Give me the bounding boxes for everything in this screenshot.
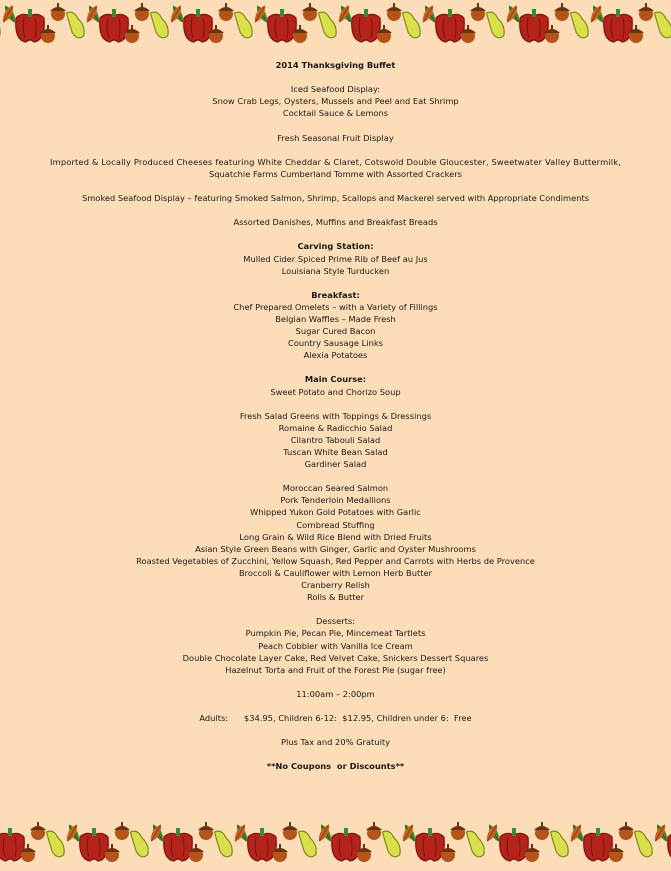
desserts-heading: Desserts: [315,616,356,627]
pepper-icon [520,9,549,42]
tax-gratuity-line: Plus Tax and 20% Gratuity [280,737,391,748]
squash-icon [128,828,151,859]
list-item: Roasted Vegetables of Zucchini, Yellow Squash, Red Pepper and Carrots with Herbs de Provence [136,555,535,566]
list-item: Cilantro Tabouli Salad [290,434,381,445]
acorn-icon [450,822,466,840]
cheese-line-1: Imported & Locally Produced Cheeses featuring White Cheddar & Claret, Cotswold Double Gloucester, Sweetwater Valley Buttermilk, [50,156,621,167]
squash-icon [296,828,319,859]
acorn-icon [366,822,382,840]
top-decorative-border [0,0,671,52]
list-item: Snow Crab Legs, Oysters, Mussels and Peel and Eat Shrimp [212,96,459,107]
acorn-icon [30,822,46,840]
pepper-icon [604,9,633,42]
fruit-display: Fresh Seasonal Fruit Display [277,132,394,143]
acorn-icon [554,3,570,21]
squash-icon [380,828,403,859]
hours-line: 11:00am – 2:00pm [296,688,375,699]
list-item: Gardiner Salad [304,459,367,470]
prices-line: Adults: $34.95, Children 6-12: $12.95, Children under 6: Free [199,713,472,724]
pepper-icon [352,9,381,42]
list-item: Sugar Cured Bacon [295,326,376,337]
squash-icon [44,828,67,859]
acorn-icon [218,3,234,21]
danishes-line: Assorted Danishes, Muffins and Breakfast Breads [233,217,438,228]
no-coupons-notice: **No Coupons or Discounts** [266,761,405,772]
list-item: Fresh Salad Greens with Toppings & Dressings [239,410,432,421]
squash-icon [652,9,671,40]
seafood-heading: Iced Seafood Display: [290,84,381,95]
pepper-icon [164,828,193,861]
list-item: Belgian Waffles – Made Fresh [275,313,396,324]
buffet-menu [0,59,671,773]
list-item: Louisiana Style Turducken [281,265,390,276]
squash-icon [148,9,171,40]
list-item: Long Grain & Wild Rice Blend with Dried Fruits [239,531,432,542]
squash-icon [316,9,339,40]
soup-line: Sweet Potato and Chorizo Soup [270,386,401,397]
list-item: Alexia Potatoes [303,350,368,361]
list-item: Peach Cobbler with Vanilla Ice Cream [258,640,413,651]
menu-title: 2014 Thanksgiving Buffet [275,60,396,70]
acorn-icon [114,822,130,840]
list-item: Broccoli & Cauliflower with Lemon Herb Butter [238,567,433,578]
pepper-icon [416,828,445,861]
acorn-icon [638,3,654,21]
acorn-icon [282,822,298,840]
list-item: Whipped Yukon Gold Potatoes with Garlic [250,507,421,518]
acorn-icon [386,3,402,21]
pepper-icon [80,828,109,861]
pepper-icon [268,9,297,42]
pepper-icon [584,828,613,861]
pepper-icon [248,828,277,861]
main-course-heading: Main Course: [304,374,367,385]
cheese-line-2: Squatchie Farms Cumberland Tomme with Assorted Crackers [208,168,462,179]
list-item: Chef Prepared Omelets – with a Variety of Fillings [233,301,438,312]
squash-icon [232,9,255,40]
bottom-decorative-border [0,819,671,871]
list-item: Mulled Cider Spiced Prime Rib of Beef au Jus [243,253,428,264]
squash-icon [64,9,87,40]
list-item: Cranberry Relish [301,580,370,591]
squash-icon [464,828,487,859]
carving-heading: Carving Station: [297,241,374,252]
list-item: Pumpkin Pie, Pecan Pie, Mincemeat Tartlets [245,628,426,639]
squash-icon [212,828,235,859]
list-item: Hazelnut Torta and Fruit of the Forest Pie (sugar free) [225,664,446,675]
list-item: Romaine & Radicchio Salad [278,422,393,433]
pepper-icon [332,828,361,861]
acorn-icon [302,3,318,21]
list-item: Moroccan Seared Salmon [282,483,389,494]
list-item: Cocktail Sauce & Lemons [282,108,389,119]
acorn-icon [134,3,150,21]
smoked-seafood-display: Smoked Seafood Display – featuring Smoked Salmon, Shrimp, Scallops and Mackerel served with Appropriate Condiments [81,193,590,204]
pepper-icon [0,828,24,861]
acorn-icon [470,3,486,21]
list-item: Pork Tenderloin Medallions [280,495,391,506]
squash-icon [632,828,655,859]
squash-icon [400,9,423,40]
pepper-icon [436,9,465,42]
squash-icon [568,9,591,40]
list-item: Rolls & Butter [306,592,365,603]
list-item: Tuscan White Bean Salad [283,447,388,457]
squash-icon [0,9,3,40]
acorn-icon [618,822,634,840]
pepper-icon [16,9,45,42]
acorn-icon [50,3,66,21]
list-item: Asian Style Green Beans with Ginger, Garlic and Oyster Mushrooms [195,543,476,554]
squash-icon [548,828,571,859]
breakfast-heading: Breakfast: [311,289,360,300]
list-item: Country Sausage Links [288,338,383,349]
acorn-icon [198,822,214,840]
pepper-icon [184,9,213,42]
list-item: Cornbread Stuffing [296,519,375,530]
acorn-icon [534,822,550,840]
pepper-icon [500,828,529,861]
pepper-icon [100,9,129,42]
list-item: Double Chocolate Layer Cake, Red Velvet Cake, Snickers Dessert Squares [182,652,489,663]
squash-icon [484,9,507,40]
